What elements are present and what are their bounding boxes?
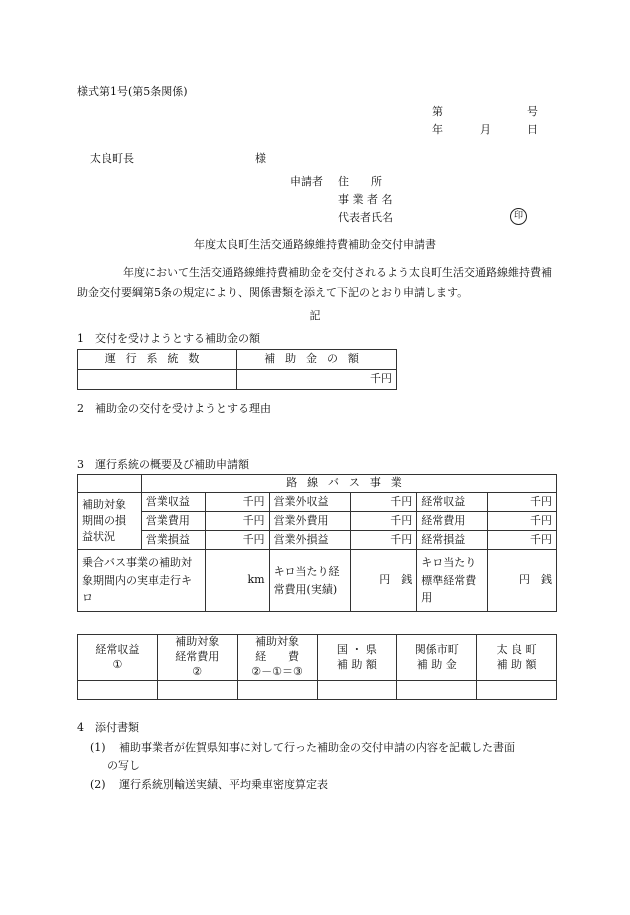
value-cell	[237, 681, 317, 700]
route-count-value	[78, 370, 237, 390]
applicant-label: 申請者	[290, 175, 323, 188]
value-cell	[477, 681, 557, 700]
doc-number-go: 号	[527, 105, 538, 118]
label-r2c1: 営業費用	[141, 512, 205, 531]
label-r3c1: 営業損益	[141, 531, 205, 550]
unit-r1c1: 千円	[205, 493, 269, 512]
subsidy-amount-table	[77, 349, 397, 390]
header-related-municipalities: 関係市町 補 助 金	[397, 635, 477, 681]
label-r2c3: 経常費用	[417, 512, 488, 531]
subsidy-amount-header: 補助金の額	[264, 352, 369, 366]
route-count-header: 運行系統数	[104, 352, 210, 366]
unit-r1c3: 千円	[488, 493, 557, 512]
cost-standard-unit: 円 銭	[488, 550, 557, 612]
body-text: 年度において生活交通路線維持費補助金を交付されるよう太良町生活交通路線維持費補助金交付要綱第5条の規定により、関係書類を添えて下記のとおり申請します。	[77, 266, 552, 299]
section3-heading: 3 運行系統の概要及び補助申請額	[77, 458, 249, 471]
ki-label: 記	[309, 309, 321, 322]
seal-icon: 印	[510, 208, 527, 225]
form-number: 様式第1号(第5条関係)	[77, 85, 188, 98]
label-r1c2: 営業外収益	[269, 493, 351, 512]
header-tara-town: 太 良 町 補 助 額	[477, 635, 557, 681]
unit-r2c3: 千円	[488, 512, 557, 531]
unit-r2c1: 千円	[205, 512, 269, 531]
value-cell	[397, 681, 477, 700]
applicant-representative: 代表者氏名	[338, 211, 393, 224]
unit-r1c2: 千円	[351, 493, 417, 512]
cost-standard-label: キロ当たり標準経常費用	[417, 550, 488, 612]
header-ordinary-revenue: 経常収益 ①	[78, 635, 158, 681]
route-bus-header: 路線バス事業	[286, 476, 412, 490]
date-day: 日	[527, 123, 538, 136]
section2-heading: 2 補助金の交付を受けようとする理由	[77, 402, 271, 415]
header-subsidy-ordinary-cost: 補助対象 経常費用 ②	[157, 635, 237, 681]
unit-r3c2: 千円	[351, 531, 417, 550]
label-r2c2: 営業外費用	[269, 512, 351, 531]
cost-actual-unit: 円 銭	[351, 550, 417, 612]
label-r3c3: 経常損益	[417, 531, 488, 550]
cost-actual-label: キロ当たり経常費用(実績)	[269, 550, 351, 612]
attachment-2-text: 運行系統別輸送実績、平均乗車密度算定表	[119, 778, 328, 791]
section4-heading: 4 添付書類	[77, 721, 139, 734]
header-subsidy-cost: 補助対象 経 費 ②－①＝③	[237, 635, 317, 681]
attachment-2-num: (2)	[90, 778, 106, 791]
subsidy-calculation-table	[77, 634, 557, 700]
label-r1c3: 経常収益	[417, 493, 488, 512]
value-cell	[317, 681, 397, 700]
value-cell	[157, 681, 237, 700]
doc-number-dai: 第	[432, 105, 443, 118]
attachment-1-num: (1)	[90, 741, 106, 754]
addressee-name: 太良町長	[90, 152, 134, 165]
subsidy-period-label: 補助対象期間の損益状況	[78, 493, 142, 550]
route-summary-table	[77, 474, 557, 612]
unit-r3c3: 千円	[488, 531, 557, 550]
document-title: 年度太良町生活交通路線維持費補助金交付申請書	[194, 238, 436, 251]
label-r3c2: 営業外損益	[269, 531, 351, 550]
km-unit: km	[205, 550, 269, 612]
unit-r3c1: 千円	[205, 531, 269, 550]
unit-r2c2: 千円	[351, 512, 417, 531]
value-cell	[78, 681, 158, 700]
attachment-1-cont: の写し	[107, 759, 140, 772]
subsidy-amount-unit: 千円	[237, 370, 397, 390]
section1-heading: 1 交付を受けようとする補助金の額	[77, 332, 260, 345]
label-r1c1: 営業収益	[141, 493, 205, 512]
attachment-1-text: 補助事業者が佐賀県知事に対して行った補助金の交付申請の内容を記載した書面	[119, 741, 515, 754]
applicant-business: 事 業 者 名	[338, 193, 393, 206]
applicant-address: 住 所	[338, 175, 382, 188]
km-label: 乗合バス事業の補助対象期間内の実車走行キロ	[78, 550, 206, 612]
header-national-prefecture: 国 ・ 県 補 助 額	[317, 635, 397, 681]
date-year: 年	[432, 123, 443, 136]
addressee-sama: 様	[255, 152, 266, 165]
date-month: 月	[480, 123, 491, 136]
